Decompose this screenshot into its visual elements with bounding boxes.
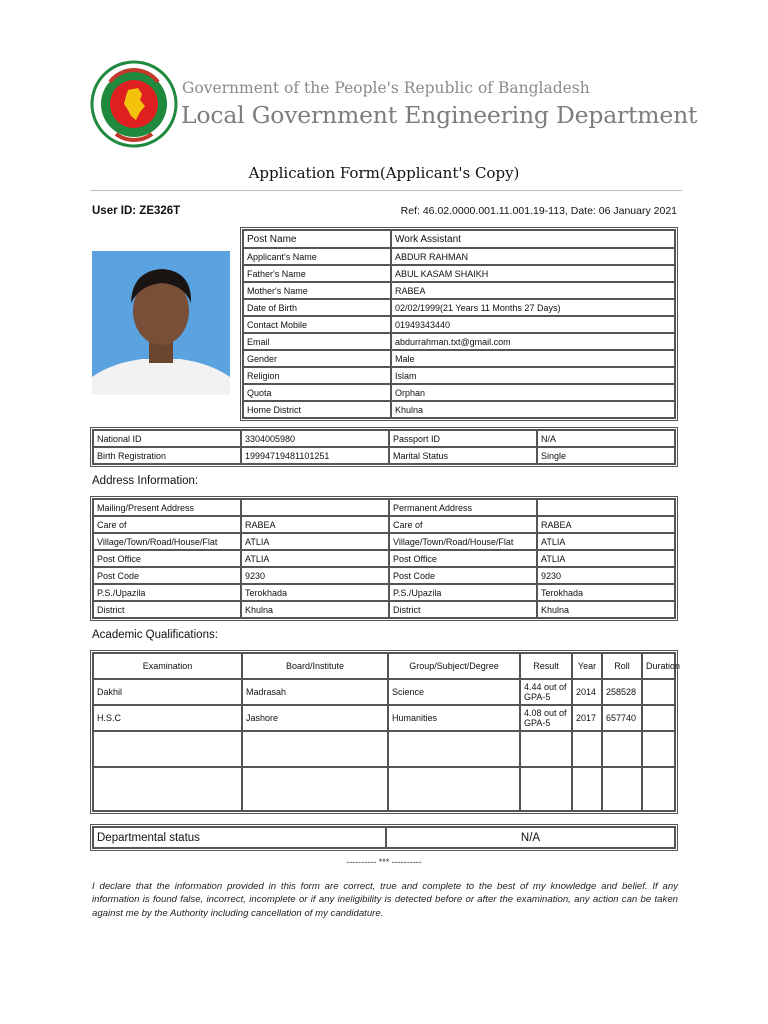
row-label: Mother's Name [243, 282, 391, 299]
table-row-empty [93, 767, 675, 811]
table-cell [602, 731, 642, 767]
mailing-value: ATLIA [241, 533, 389, 550]
row-value: ABUL KASAM SHAIKH [391, 265, 675, 282]
birth-registration-label: Birth Registration [93, 447, 241, 464]
permanent-value: Khulna [537, 601, 675, 618]
table-header-row [93, 653, 675, 679]
table-cell [642, 731, 675, 767]
table-cell [93, 767, 242, 811]
row-value: 01949343440 [391, 316, 675, 333]
academic-table [92, 652, 681, 812]
row-value: abdurrahman.txt@gmail.com [391, 333, 675, 350]
academic-section-title: Academic Qualifications: [92, 629, 218, 641]
table-cell: 4.08 out of GPA-5 [520, 705, 572, 731]
column-header: Duration [642, 653, 675, 679]
table-cell: 258528 [602, 679, 642, 705]
row-label: Post Office [93, 550, 241, 567]
row-value: Khulna [391, 401, 675, 418]
table-cell: H.S.C [93, 705, 242, 731]
row-label: District [93, 601, 241, 618]
post-name-value: Work Assistant [391, 230, 675, 248]
table-row [243, 401, 675, 418]
permanent-address-header: Permanent Address [389, 499, 537, 516]
row-value: Islam [391, 367, 675, 384]
table-row [93, 827, 675, 848]
column-header: Board/Institute [242, 653, 388, 679]
table-cell [93, 731, 242, 767]
marital-status-value: Single [537, 447, 675, 464]
table-row [93, 584, 675, 601]
table-cell [572, 731, 602, 767]
table-row [243, 350, 675, 367]
declaration-text: I declare that the information provided in this form are correct, true and complete to the best of my knowledge and belief. If any information is found false, incorrect, incomplete or if any ineligibility is detected before or after the examination, any action can be taken against me by the Authority including cancellation of my candidature. [92, 881, 678, 919]
row-label: Care of [389, 516, 537, 533]
government-name: Government of the People's Republic of Bangladesh [182, 79, 590, 97]
mailing-value: 9230 [241, 567, 389, 584]
table-cell [242, 767, 388, 811]
applicant-photo [92, 251, 230, 395]
table-row [243, 248, 675, 265]
table-row [93, 567, 675, 584]
row-value: Male [391, 350, 675, 367]
departmental-status-label: Departmental status [93, 827, 386, 848]
row-value: ABDUR RAHMAN [391, 248, 675, 265]
address-section-title: Address Information: [92, 475, 199, 487]
table-row [93, 533, 675, 550]
government-seal-logo [90, 60, 178, 148]
passport-id-value: N/A [537, 430, 675, 447]
row-label: Post Code [93, 567, 241, 584]
column-header: Roll [602, 653, 642, 679]
passport-id-label: Passport ID [389, 430, 537, 447]
table-cell [520, 767, 572, 811]
departmental-status-value: N/A [386, 827, 675, 848]
row-label: Post Office [389, 550, 537, 567]
row-label: P.S./Upazila [389, 584, 537, 601]
table-cell: Jashore [242, 705, 388, 731]
table-row [243, 384, 675, 401]
mailing-address-header: Mailing/Present Address [93, 499, 241, 516]
mailing-address-blank [241, 499, 389, 516]
permanent-value: ATLIA [537, 533, 675, 550]
table-cell [642, 679, 675, 705]
column-header: Result [520, 653, 572, 679]
table-row [243, 282, 675, 299]
row-label: District [389, 601, 537, 618]
header-divider [90, 190, 682, 191]
table-cell: 2017 [572, 705, 602, 731]
row-label: Quota [243, 384, 391, 401]
form-title: Application Form(Applicant's Copy) [248, 164, 520, 182]
row-label: Father's Name [243, 265, 391, 282]
table-row [243, 230, 675, 248]
column-header: Year [572, 653, 602, 679]
row-label: Applicant's Name [243, 248, 391, 265]
mailing-value: Terokhada [241, 584, 389, 601]
table-cell: Dakhil [93, 679, 242, 705]
permanent-value: RABEA [537, 516, 675, 533]
table-row [93, 447, 675, 464]
table-cell [388, 731, 520, 767]
national-id-value: 3304005980 [241, 430, 389, 447]
table-row-empty [93, 731, 675, 767]
row-label: P.S./Upazila [93, 584, 241, 601]
permanent-value: Terokhada [537, 584, 675, 601]
table-row [243, 265, 675, 282]
table-cell: 4.44 out of GPA-5 [520, 679, 572, 705]
table-row [93, 679, 675, 705]
permanent-value: 9230 [537, 567, 675, 584]
table-cell [572, 767, 602, 811]
reference-date: Ref: 46.02.0000.001.11.001.19-113, Date: 06 January 2021 [400, 205, 677, 217]
table-cell: 657740 [602, 705, 642, 731]
column-header: Examination [93, 653, 242, 679]
table-row [93, 430, 675, 447]
row-value: Orphan [391, 384, 675, 401]
row-value: RABEA [391, 282, 675, 299]
personal-info-table [242, 229, 676, 419]
user-id: User ID: ZE326T [92, 205, 181, 217]
table-cell [520, 731, 572, 767]
permanent-value: ATLIA [537, 550, 675, 567]
national-id-label: National ID [93, 430, 241, 447]
table-cell [642, 705, 675, 731]
post-name-label: Post Name [243, 230, 391, 248]
identity-table [92, 429, 676, 465]
row-label: Village/Town/Road/House/Flat [389, 533, 537, 550]
table-row [93, 601, 675, 618]
table-row [243, 367, 675, 384]
column-header: Group/Subject/Degree [388, 653, 520, 679]
section-separator: ---------- *** ---------- [346, 857, 422, 867]
departmental-status-table [92, 826, 676, 849]
table-cell [388, 767, 520, 811]
table-cell: Humanities [388, 705, 520, 731]
mailing-value: Khulna [241, 601, 389, 618]
marital-status-label: Marital Status [389, 447, 537, 464]
address-table [92, 498, 676, 619]
birth-registration-value: 19994719481101251 [241, 447, 389, 464]
table-row [93, 499, 675, 516]
row-label: Contact Mobile [243, 316, 391, 333]
row-label: Village/Town/Road/House/Flat [93, 533, 241, 550]
table-row [93, 550, 675, 567]
permanent-address-blank [537, 499, 675, 516]
table-row [243, 333, 675, 350]
row-label: Date of Birth [243, 299, 391, 316]
mailing-value: RABEA [241, 516, 389, 533]
row-label: Post Code [389, 567, 537, 584]
row-label: Religion [243, 367, 391, 384]
table-cell: 2014 [572, 679, 602, 705]
table-cell: Madrasah [242, 679, 388, 705]
row-label: Care of [93, 516, 241, 533]
table-row [243, 316, 675, 333]
department-name: Local Government Engineering Department [181, 101, 698, 129]
table-cell: Science [388, 679, 520, 705]
table-cell [242, 731, 388, 767]
table-row [93, 516, 675, 533]
row-label: Email [243, 333, 391, 350]
table-row [93, 705, 675, 731]
table-row [243, 299, 675, 316]
table-cell [642, 767, 675, 811]
table-cell [602, 767, 642, 811]
row-label: Home District [243, 401, 391, 418]
mailing-value: ATLIA [241, 550, 389, 567]
row-label: Gender [243, 350, 391, 367]
row-value: 02/02/1999(21 Years 11 Months 27 Days) [391, 299, 675, 316]
